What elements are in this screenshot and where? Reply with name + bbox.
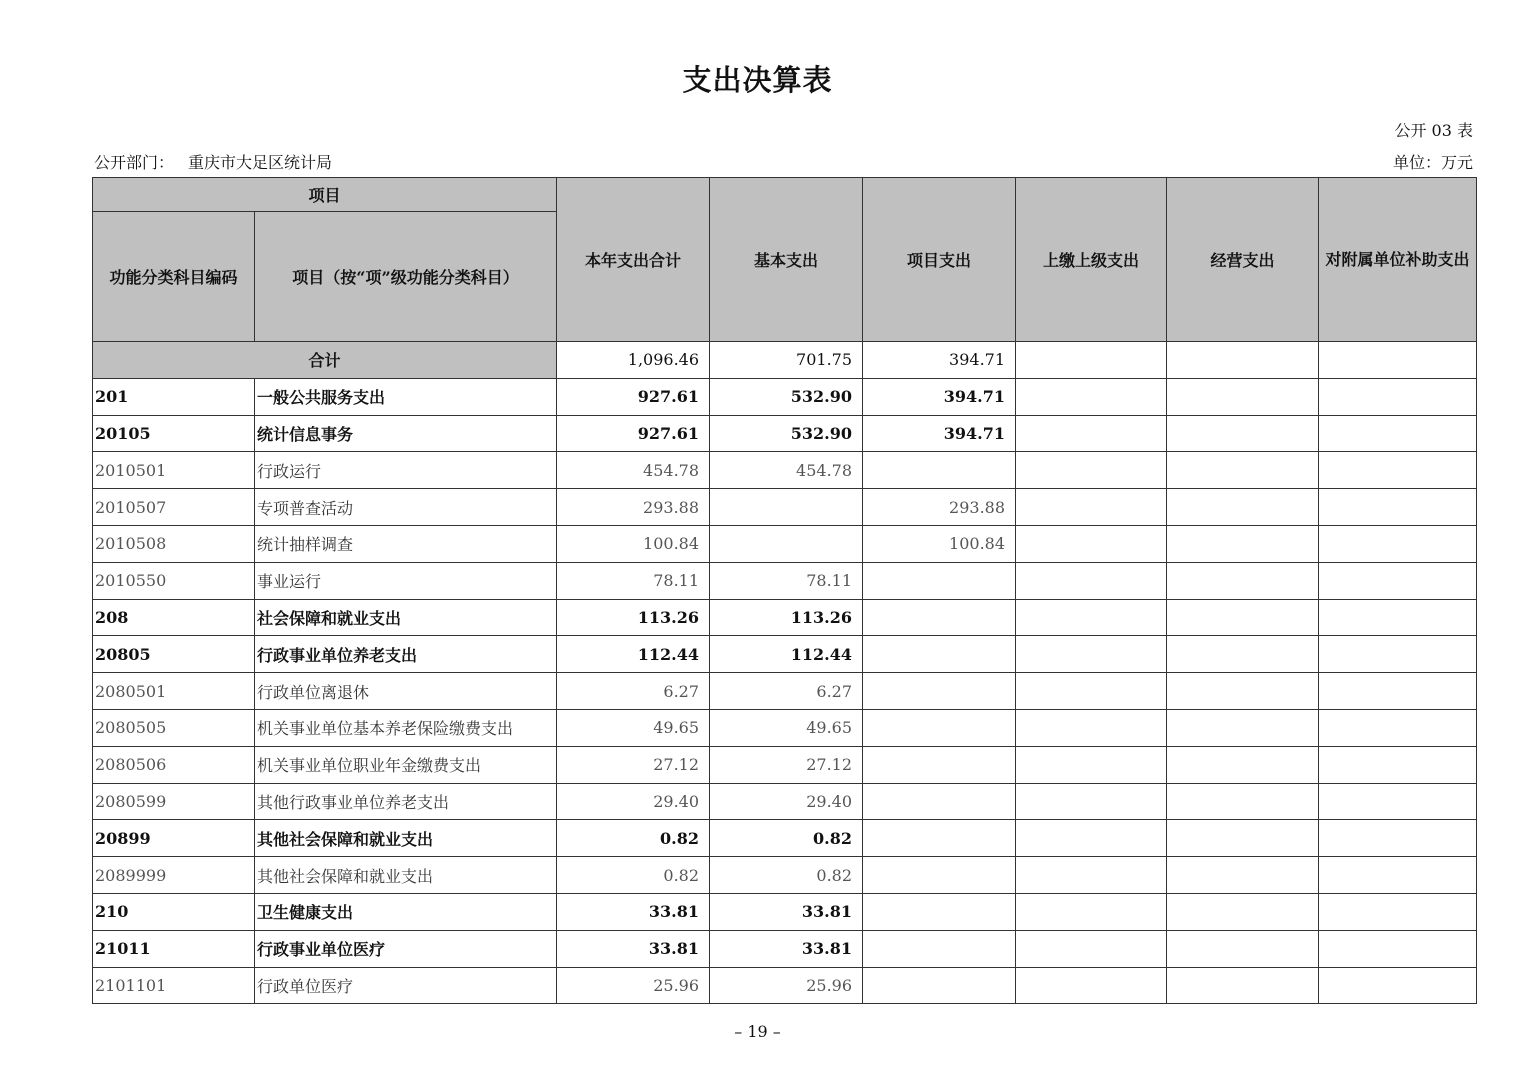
table-row <box>93 452 1477 489</box>
row-total: 25.96 <box>557 967 710 1004</box>
total-subsidy <box>1319 342 1477 379</box>
table-row <box>93 820 1477 857</box>
row-basic: 0.82 <box>710 820 863 857</box>
header-basic: 基本支出 <box>710 178 863 342</box>
table-row <box>93 636 1477 673</box>
row-subsidy <box>1319 820 1477 857</box>
row-subsidy <box>1319 636 1477 673</box>
row-name: 行政事业单位医疗 <box>255 930 557 967</box>
row-subsidy <box>1319 967 1477 1004</box>
table-row <box>93 967 1477 1004</box>
row-project <box>863 599 1016 636</box>
row-subsidy <box>1319 709 1477 746</box>
header-subsidy: 对附属单位补助支出 <box>1319 178 1477 342</box>
row-name: 机关事业单位基本养老保险缴费支出 <box>255 709 557 746</box>
row-total: 33.81 <box>557 930 710 967</box>
row-name: 机关事业单位职业年金缴费支出 <box>255 746 557 783</box>
total-sum: 1,096.46 <box>557 342 710 379</box>
row-basic: 33.81 <box>710 930 863 967</box>
row-name: 统计抽样调查 <box>255 525 557 562</box>
row-name: 其他社会保障和就业支出 <box>255 820 557 857</box>
row-code: 20805 <box>93 636 255 673</box>
row-code: 2080501 <box>93 673 255 710</box>
table-row <box>93 709 1477 746</box>
row-upper <box>1016 746 1167 783</box>
row-upper <box>1016 525 1167 562</box>
row-business <box>1167 378 1319 415</box>
page-number: – 19 – <box>734 1022 781 1041</box>
page-title: 支出决算表 <box>682 63 833 97</box>
row-basic: 532.90 <box>710 415 863 452</box>
row-basic: 33.81 <box>710 893 863 930</box>
row-code: 2080506 <box>93 746 255 783</box>
table-row <box>93 930 1477 967</box>
row-project <box>863 893 1016 930</box>
row-subsidy <box>1319 893 1477 930</box>
row-total: 113.26 <box>557 599 710 636</box>
table-row <box>93 489 1477 526</box>
row-total: 112.44 <box>557 636 710 673</box>
row-business <box>1167 820 1319 857</box>
row-code: 2010507 <box>93 489 255 526</box>
row-code: 2010550 <box>93 562 255 599</box>
row-subsidy <box>1319 415 1477 452</box>
row-upper <box>1016 709 1167 746</box>
row-project <box>863 783 1016 820</box>
row-upper <box>1016 673 1167 710</box>
row-upper <box>1016 562 1167 599</box>
row-upper <box>1016 930 1167 967</box>
row-upper <box>1016 452 1167 489</box>
row-code: 2080505 <box>93 709 255 746</box>
row-upper <box>1016 636 1167 673</box>
row-code: 2080599 <box>93 783 255 820</box>
row-business <box>1167 525 1319 562</box>
row-code: 20105 <box>93 415 255 452</box>
row-upper <box>1016 415 1167 452</box>
department-line <box>94 150 332 173</box>
row-project <box>863 636 1016 673</box>
row-subsidy <box>1319 746 1477 783</box>
row-code: 2010501 <box>93 452 255 489</box>
row-upper <box>1016 857 1167 894</box>
row-code: 201 <box>93 378 255 415</box>
row-code: 21011 <box>93 930 255 967</box>
table-row <box>93 525 1477 562</box>
row-business <box>1167 636 1319 673</box>
row-project <box>863 820 1016 857</box>
table-row <box>93 562 1477 599</box>
row-upper <box>1016 893 1167 930</box>
row-name: 行政单位离退休 <box>255 673 557 710</box>
total-label: 合计 <box>93 342 557 379</box>
row-name: 行政单位医疗 <box>255 967 557 1004</box>
row-project: 100.84 <box>863 525 1016 562</box>
row-project <box>863 562 1016 599</box>
row-name: 一般公共服务支出 <box>255 378 557 415</box>
row-total: 6.27 <box>557 673 710 710</box>
row-subsidy <box>1319 857 1477 894</box>
row-project <box>863 967 1016 1004</box>
row-business <box>1167 562 1319 599</box>
row-project <box>863 857 1016 894</box>
row-code: 2101101 <box>93 967 255 1004</box>
row-code: 208 <box>93 599 255 636</box>
table-row <box>93 378 1477 415</box>
row-total: 293.88 <box>557 489 710 526</box>
row-basic: 25.96 <box>710 967 863 1004</box>
row-basic: 532.90 <box>710 378 863 415</box>
total-project: 394.71 <box>863 342 1016 379</box>
header-total: 本年支出合计 <box>557 178 710 342</box>
row-basic <box>710 489 863 526</box>
row-business <box>1167 857 1319 894</box>
row-project: 394.71 <box>863 378 1016 415</box>
row-code: 20899 <box>93 820 255 857</box>
row-subsidy <box>1319 783 1477 820</box>
row-basic: 454.78 <box>710 452 863 489</box>
row-project <box>863 709 1016 746</box>
table-row <box>93 783 1477 820</box>
row-project <box>863 452 1016 489</box>
row-name: 专项普查活动 <box>255 489 557 526</box>
row-business <box>1167 673 1319 710</box>
row-name: 卫生健康支出 <box>255 893 557 930</box>
row-business <box>1167 783 1319 820</box>
total-row <box>93 342 1477 379</box>
row-name: 其他社会保障和就业支出 <box>255 857 557 894</box>
row-name: 行政运行 <box>255 452 557 489</box>
row-subsidy <box>1319 525 1477 562</box>
row-subsidy <box>1319 562 1477 599</box>
row-subsidy <box>1319 673 1477 710</box>
row-business <box>1167 893 1319 930</box>
header-project: 项目 <box>93 178 557 212</box>
row-total: 29.40 <box>557 783 710 820</box>
table-row <box>93 893 1477 930</box>
row-name: 事业运行 <box>255 562 557 599</box>
row-basic: 27.12 <box>710 746 863 783</box>
total-upper <box>1016 342 1167 379</box>
header-project-expense: 项目支出 <box>863 178 1016 342</box>
row-business <box>1167 489 1319 526</box>
total-business <box>1167 342 1319 379</box>
row-project <box>863 746 1016 783</box>
header-code: 功能分类科目编码 <box>93 212 255 342</box>
table-row <box>93 673 1477 710</box>
row-name: 其他行政事业单位养老支出 <box>255 783 557 820</box>
row-basic: 113.26 <box>710 599 863 636</box>
row-total: 33.81 <box>557 893 710 930</box>
row-business <box>1167 930 1319 967</box>
row-total: 78.11 <box>557 562 710 599</box>
row-project <box>863 673 1016 710</box>
table-row <box>93 415 1477 452</box>
row-subsidy <box>1319 452 1477 489</box>
row-subsidy <box>1319 930 1477 967</box>
row-business <box>1167 967 1319 1004</box>
row-basic: 6.27 <box>710 673 863 710</box>
row-upper <box>1016 783 1167 820</box>
row-business <box>1167 415 1319 452</box>
table-row <box>93 746 1477 783</box>
row-basic: 29.40 <box>710 783 863 820</box>
form-number: 公开 03 表 <box>1394 121 1473 140</box>
row-project: 394.71 <box>863 415 1016 452</box>
row-business <box>1167 599 1319 636</box>
row-code: 2089999 <box>93 857 255 894</box>
header-name: 项目（按“项”级功能分类科目） <box>255 212 557 342</box>
table-row <box>93 599 1477 636</box>
row-upper <box>1016 599 1167 636</box>
row-basic: 78.11 <box>710 562 863 599</box>
row-code: 2010508 <box>93 525 255 562</box>
row-name: 社会保障和就业支出 <box>255 599 557 636</box>
row-basic: 0.82 <box>710 857 863 894</box>
row-total: 100.84 <box>557 525 710 562</box>
row-subsidy <box>1319 489 1477 526</box>
row-subsidy <box>1319 599 1477 636</box>
row-total: 454.78 <box>557 452 710 489</box>
row-total: 27.12 <box>557 746 710 783</box>
header-business: 经营支出 <box>1167 178 1319 342</box>
expenditure-table <box>92 177 1477 1004</box>
department-label: 公开部门： <box>94 153 175 172</box>
row-basic <box>710 525 863 562</box>
row-upper <box>1016 378 1167 415</box>
department-name: 重庆市大足区统计局 <box>188 153 333 172</box>
total-basic: 701.75 <box>710 342 863 379</box>
row-code: 210 <box>93 893 255 930</box>
row-upper <box>1016 820 1167 857</box>
row-upper <box>1016 489 1167 526</box>
row-business <box>1167 709 1319 746</box>
unit-label: 单位：万元 <box>1392 153 1473 172</box>
row-total: 49.65 <box>557 709 710 746</box>
row-total: 0.82 <box>557 820 710 857</box>
row-business <box>1167 452 1319 489</box>
row-subsidy <box>1319 378 1477 415</box>
row-name: 行政事业单位养老支出 <box>255 636 557 673</box>
row-project <box>863 930 1016 967</box>
row-total: 0.82 <box>557 857 710 894</box>
row-upper <box>1016 967 1167 1004</box>
row-business <box>1167 746 1319 783</box>
row-basic: 112.44 <box>710 636 863 673</box>
row-project: 293.88 <box>863 489 1016 526</box>
header-upper: 上缴上级支出 <box>1016 178 1167 342</box>
table-row <box>93 857 1477 894</box>
row-total: 927.61 <box>557 378 710 415</box>
row-total: 927.61 <box>557 415 710 452</box>
row-basic: 49.65 <box>710 709 863 746</box>
row-name: 统计信息事务 <box>255 415 557 452</box>
